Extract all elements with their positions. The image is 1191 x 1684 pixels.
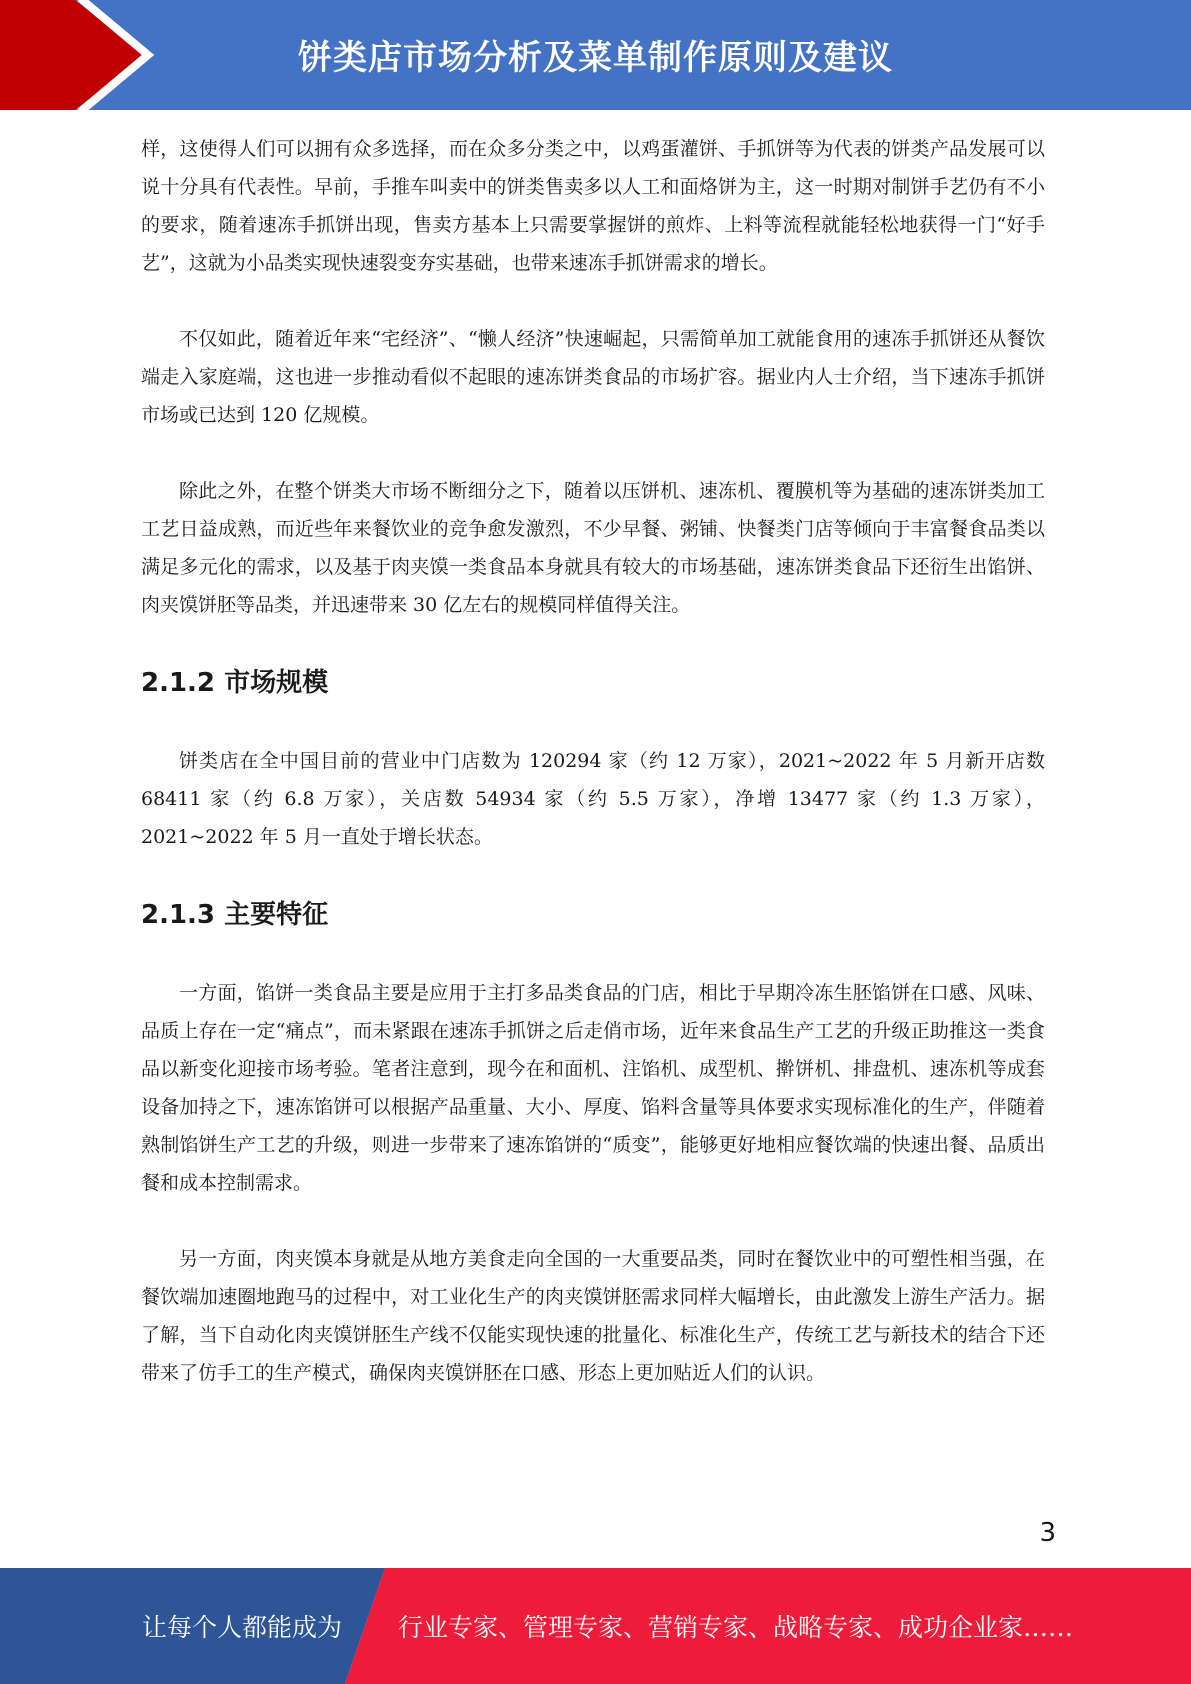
section-heading-main-features: 2.1.3 主要特征 [141, 900, 329, 930]
paragraph: 饼类店在全中国目前的营业中门店数为 120294 家（约 12 万家），2021~2022 年 5 月新开店数 68411 家（约 6.8 万家），关店数 54934 家（约 5.5 万家），净增 13477 家（约 1.3 万家），2021~2022 年 5 月一直处于增长状态。 [141, 750, 1045, 848]
paragraph: 不仅如此，随着近年来“宅经济”、“懒人经济”快速崛起，只需简单加工就能食用的速冻手抓饼还从餐饮端走入家庭端，这也进一步推动看似不起眼的速冻饼类食品的市场扩容。据业内人士介绍，当下速冻手抓饼市场或已达到 120 亿规模。 [141, 328, 1045, 426]
page-content [141, 130, 1045, 1430]
footer-slogan-left: 让每个人都能成为 [142, 1613, 343, 1642]
paragraph: 另一方面，肉夹馍本身就是从地方美食走向全国的一大重要品类，同时在餐饮业中的可塑性相当强，在餐饮端加速圈地跑马的过程中，对工业化生产的肉夹馍饼胚需求同样大幅增长，由此激发上游生产活力。据了解，当下自动化肉夹馍饼胚生产线不仅能实现快速的批量化、标准化生产，传统工艺与新技术的结合下还带来了仿手工的生产模式，确保肉夹馍饼胚在口感、形态上更加贴近人们的认识。 [141, 1248, 1045, 1384]
paragraph: 除此之外，在整个饼类大市场不断细分之下，随着以压饼机、速冻机、覆膜机等为基础的速冻饼类加工工艺日益成熟，而近些年来餐饮业的竞争愈发激烈，不少早餐、粥铺、快餐类门店等倾向于丰富餐食品类以满足多元化的需求，以及基于肉夹馍一类食品本身就具有较大的市场基础，速冻饼类食品下还衍生出馅饼、肉夹馍饼胚等品类，并迅速带来 30 亿左右的规模同样值得关注。 [141, 480, 1045, 616]
page-footer [0, 1568, 1191, 1684]
paragraph-continued: 样，这使得人们可以拥有众多选择，而在众多分类之中，以鸡蛋灌饼、手抓饼等为代表的饼类产品发展可以说十分具有代表性。早前，手推车叫卖中的饼类售卖多以人工和面烙饼为主，这一时期对制饼手艺仍有不小的要求，随着速冻手抓饼出现，售卖方基本上只需要掌握饼的煎炸、上料等流程就能轻松地获得一门“好手艺”，这就为小品类实现快速裂变夯实基础，也带来速冻手抓饼需求的增长。 [141, 138, 1045, 274]
section-heading-market-size: 2.1.2 市场规模 [141, 668, 329, 698]
page-number: 3 [1039, 1518, 1056, 1548]
footer-slogan-right: 行业专家、管理专家、营销专家、战略专家、成功企业家…… [398, 1613, 1074, 1642]
document-title: 饼类店市场分析及菜单制作原则及建议 [298, 38, 893, 78]
page-header [0, 0, 1191, 110]
paragraph: 一方面，馅饼一类食品主要是应用于主打多品类食品的门店，相比于早期冷冻生胚馅饼在口感、风味、品质上存在一定“痛点”，而未紧跟在速冻手抓饼之后走俏市场，近年来食品生产工艺的升级正助推这一类食品以新变化迎接市场考验。笔者注意到，现今在和面机、注馅机、成型机、擀饼机、排盘机、速冻机等成套设备加持之下，速冻馅饼可以根据产品重量、大小、厚度、馅料含量等具体要求实现标准化的生产，伴随着熟制馅饼生产工艺的升级，则进一步带来了速冻馅饼的“质变”，能够更好地相应餐饮端的快速出餐、品质出餐和成本控制需求。 [141, 982, 1045, 1194]
